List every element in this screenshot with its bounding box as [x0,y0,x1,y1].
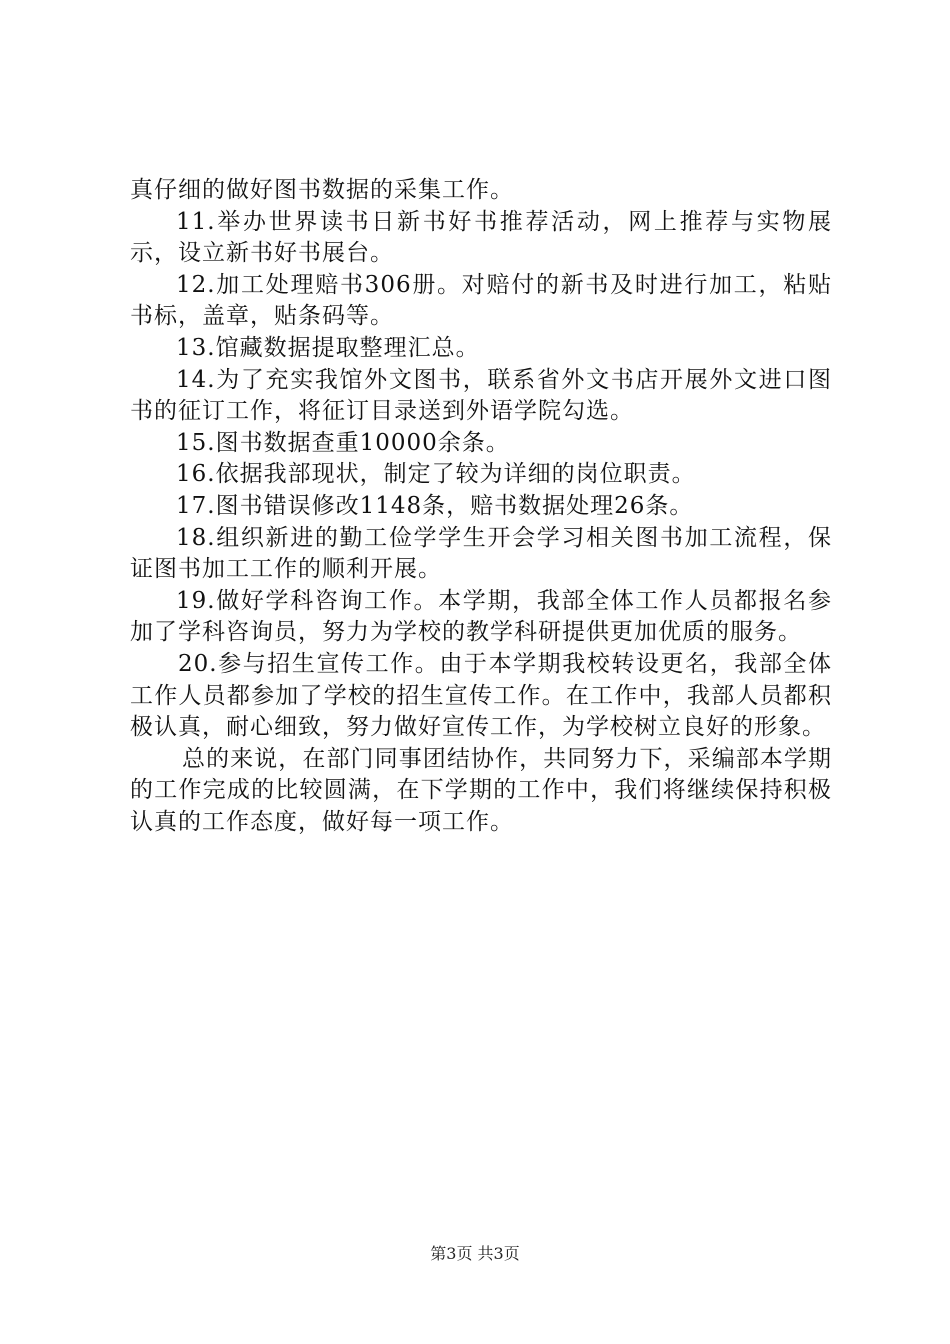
paragraph-item-17: 17.图书错误修改1148条，赔书数据处理26条。 [176,492,694,519]
paragraph-item-18: 18.组织新进的勤工俭学学生开会学习相关图书加工流程，保证图书加工工作的顺利开展。 [130,524,832,583]
paragraph-item-14: 14.为了充实我馆外文图书，联系省外文书店开展外文进口图书的征订工作，将征订目录送到外语学院勾选。 [130,366,832,425]
paragraph-item-20: 20.参与招生宣传工作。由于本学期我校转设更名，我部全体工作人员都参加了学校的招生宣传工作。在工作中，我部人员都积极认真，耐心细致，努力做好宣传工作，为学校树立良好的形象。 [130,650,832,741]
paragraph-item-12: 12.加工处理赔书306册。对赔付的新书及时进行加工，粘贴书标，盖章，贴条码等。 [130,271,832,330]
paragraph-item-11: 11.举办世界读书日新书好书推荐活动，网上推荐与实物展示，设立新书好书展台。 [130,208,832,267]
paragraph-item-15: 15.图书数据查重10000余条。 [176,429,510,456]
page-footer: 第3页 共3页 [430,1244,520,1263]
paragraph-continuation: 真仔细的做好图书数据的采集工作。 [130,177,514,203]
document-body [130,175,832,838]
paragraph-summary: 总的来说，在部门同事团结协作，共同努力下，采编部本学期的工作完成的比较圆满，在下学期的工作中，我们将继续保持积极认真的工作态度，做好每一项工作。 [130,745,832,835]
paragraph-item-13: 13.馆藏数据提取整理汇总。 [176,334,480,361]
paragraph-item-19: 19.做好学科咨询工作。本学期，我部全体工作人员都报名参加了学科咨询员，努力为学校的教学科研提供更加优质的服务。 [130,587,832,646]
paragraph-item-16: 16.依据我部现状，制定了较为详细的岗位职责。 [176,461,696,488]
